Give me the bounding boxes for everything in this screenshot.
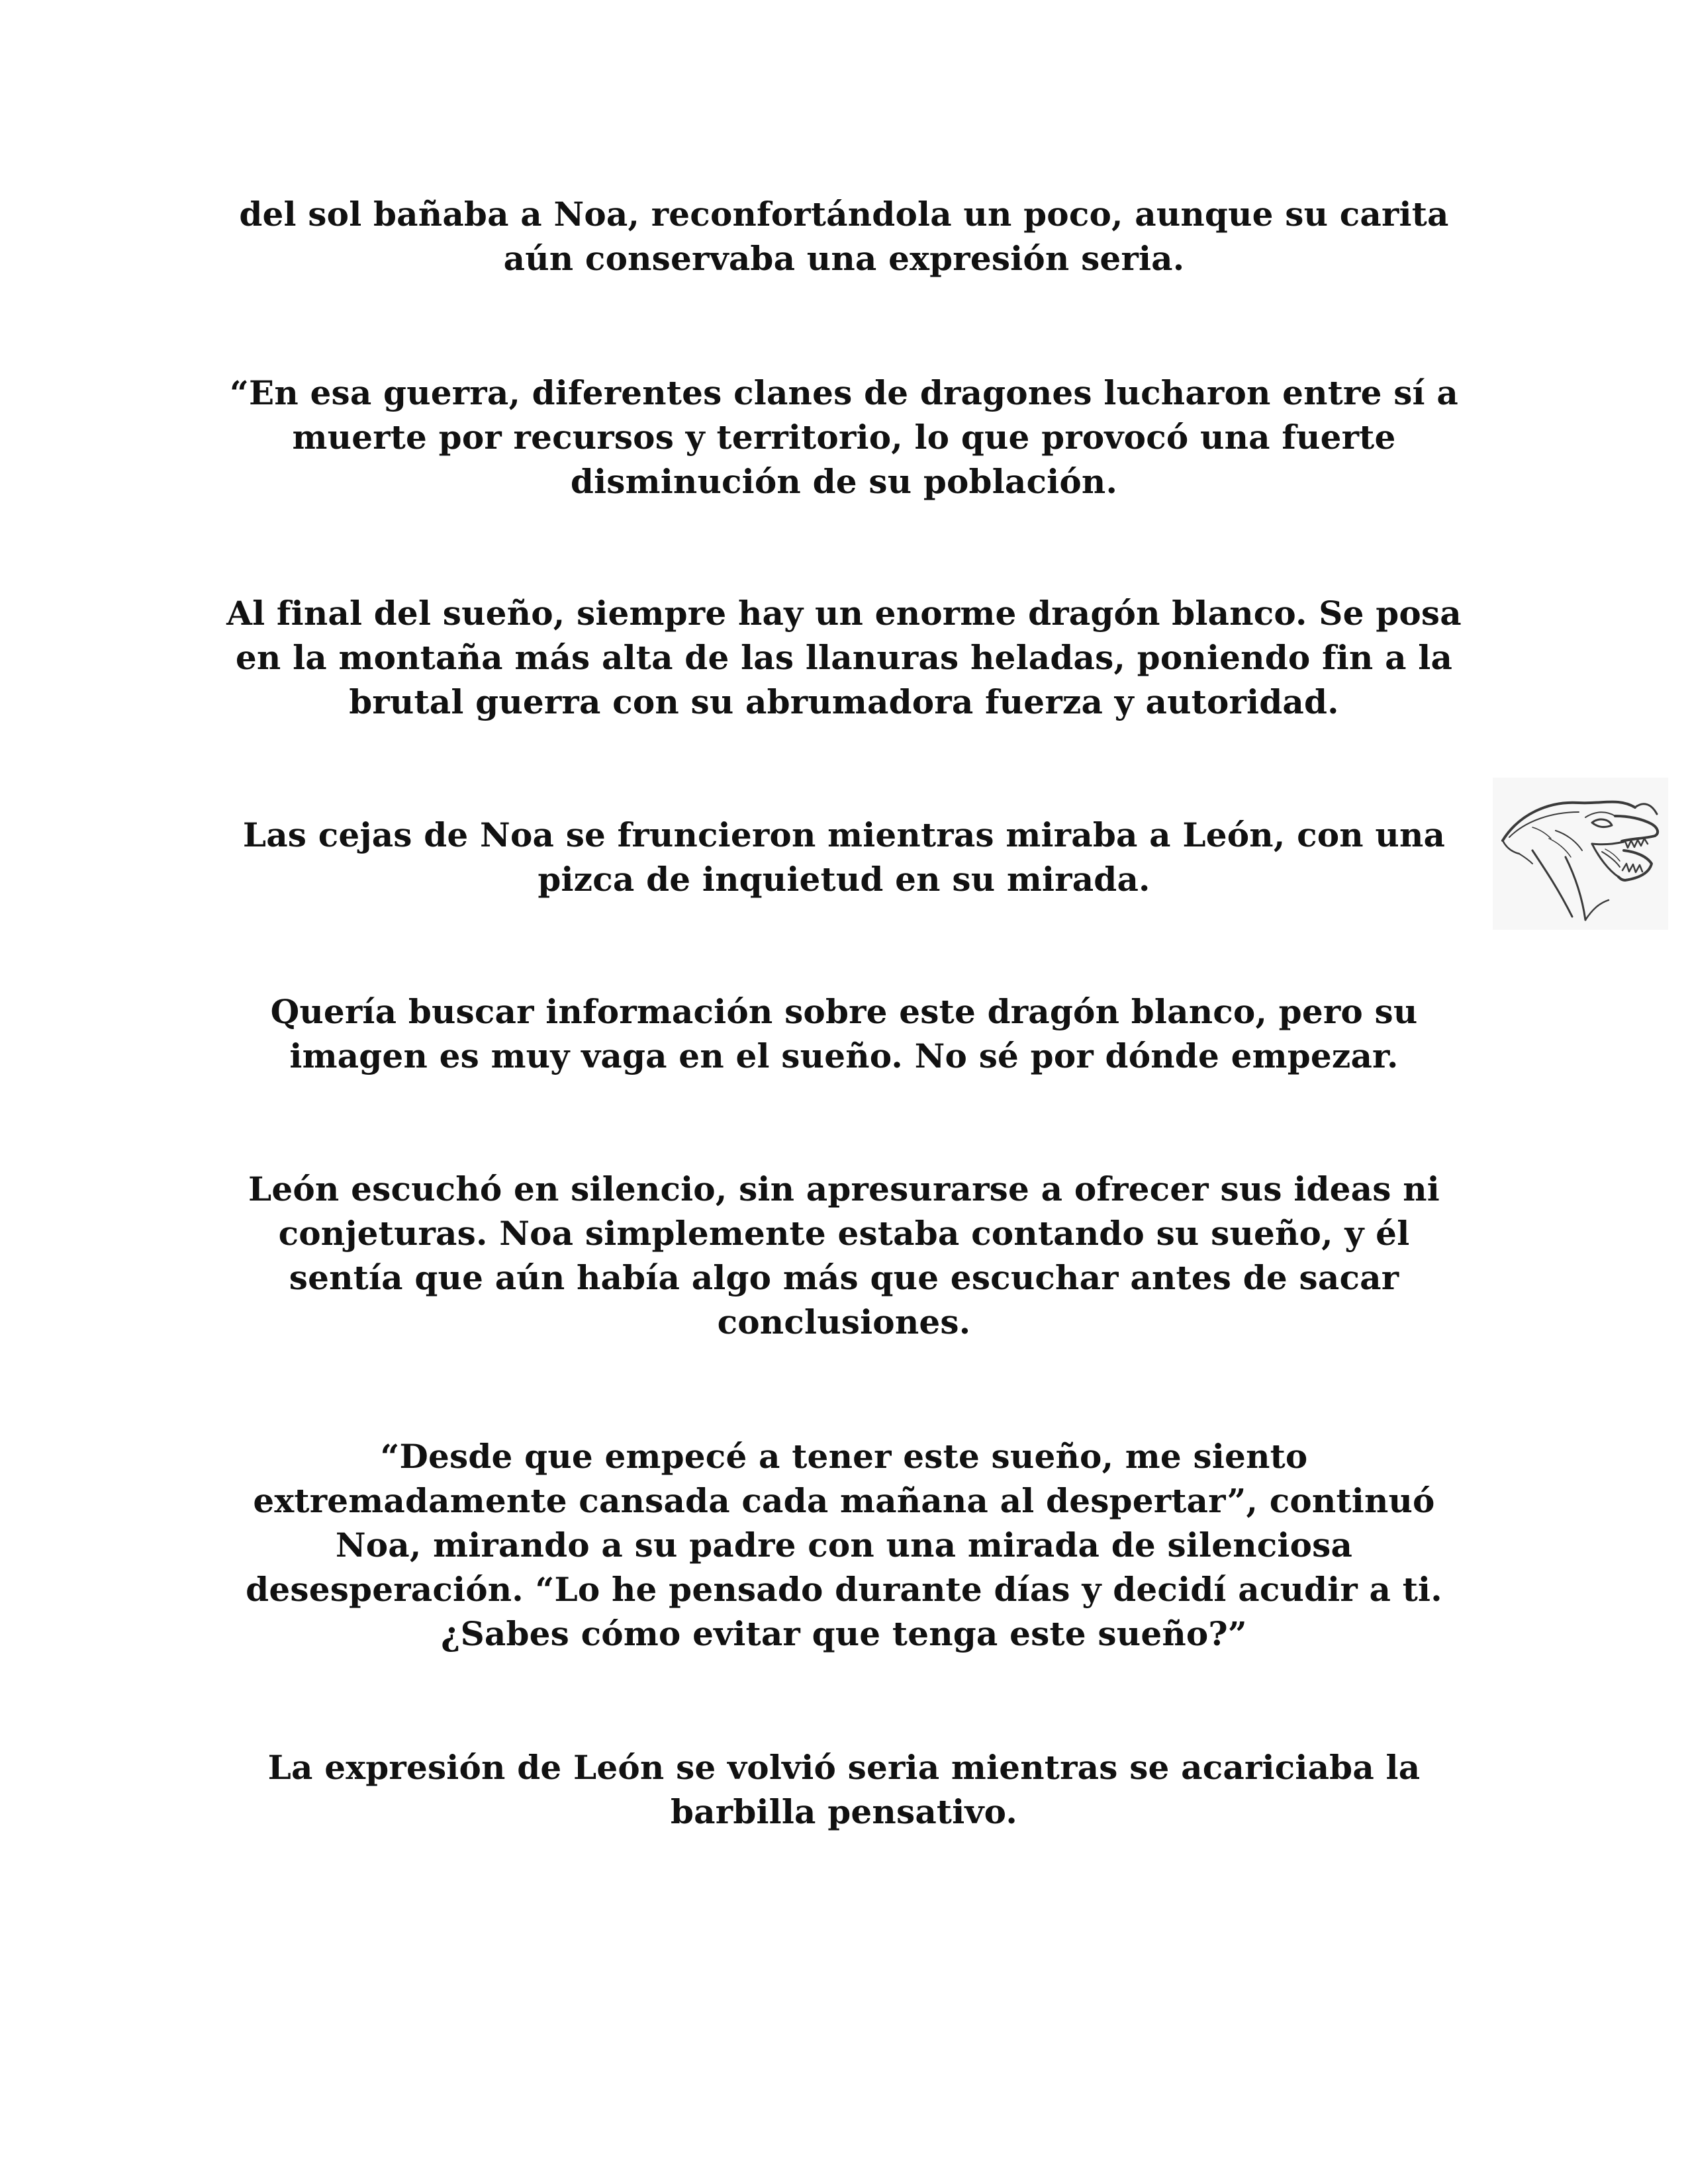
dragon-head-sketch-icon (1493, 778, 1668, 930)
paragraph-2: “En esa guerra, diferentes clanes de dragones lucharon entre sí a muerte por recursos y territorio, lo que provocó una fuerte disminución de su población. (230, 373, 1458, 501)
paragraph-7: “Desde que empecé a tener este sueño, me siento extremadamente cansada cada mañana al despertar”, continuó Noa, mirando a su padre con una mirada de silenciosa desesperación. “Lo he pensado durante días y decidí acudir a ti. ¿Sabes cómo evitar que tenga este sueño?” (246, 1437, 1442, 1653)
paragraph-5: Quería buscar información sobre este dragón blanco, pero su imagen es muy vaga en el sueño. No sé por dónde empezar. (270, 992, 1418, 1075)
paragraph-4: Las cejas de Noa se fruncieron mientras miraba a León, con una pizca de inquietud en su mirada. (242, 815, 1446, 899)
paragraph-3: Al final del sueño, siempre hay un enorme dragón blanco. Se posa en la montaña más alta de las llanuras heladas, poniendo fin a la brutal guerra con su abrumadora fuerza y autoridad. (226, 594, 1462, 721)
paragraph-1: del sol bañaba a Noa, reconfortándola un poco, aunque su carita aún conservaba una expresión seria. (239, 195, 1449, 278)
paragraph-8: La expresión de León se volvió seria mientras se acariciaba la barbilla pensativo. (267, 1748, 1421, 1831)
paragraph-6: León escuchó en silencio, sin apresurarse a ofrecer sus ideas ni conjeturas. Noa simplemente estaba contando su sueño, y él sentía que aún había algo más que escuchar antes de sacar conclusiones. (248, 1169, 1440, 1342)
